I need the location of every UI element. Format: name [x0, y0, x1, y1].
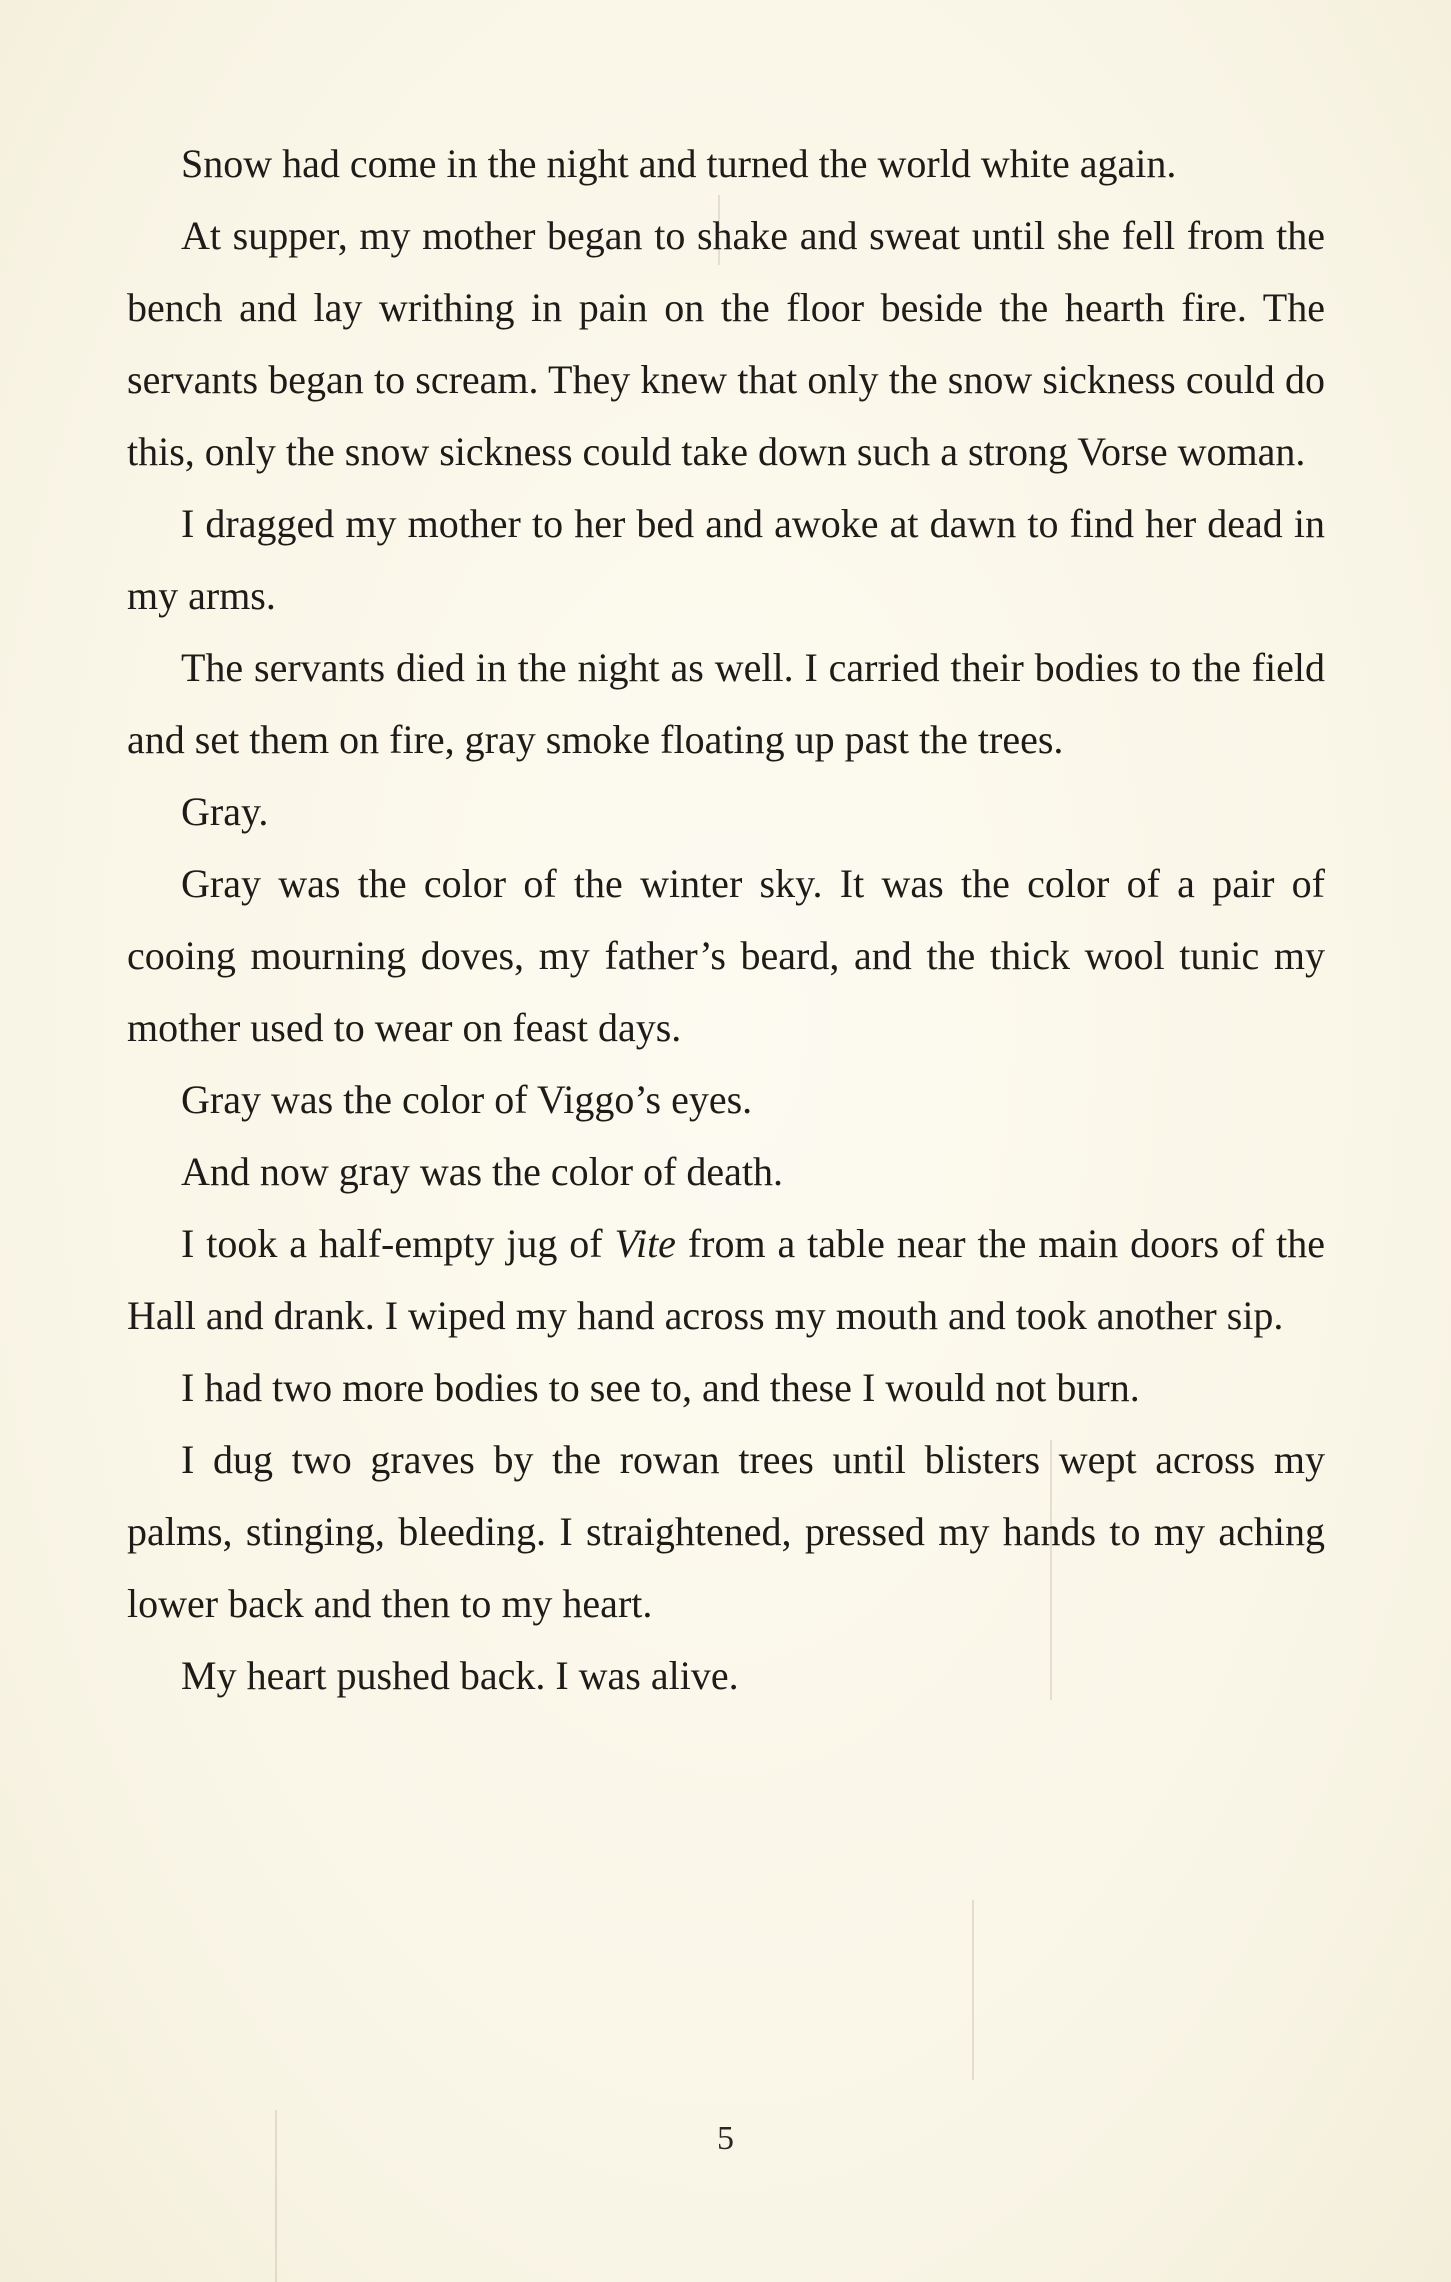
paragraph: Gray. [181, 789, 269, 834]
paragraph: I dug two graves by the rowan trees until blisters wept across my palms, stinging, bleeding. I straightened, pressed my hands to my aching lower back and then to my heart. [127, 1437, 1325, 1626]
paragraph-vite [127, 1208, 1325, 1352]
paragraph: Snow had come in the night and turned the world white again. [181, 141, 1177, 186]
page-number: 5 [717, 2120, 734, 2157]
paragraph: I dragged my mother to her bed and awoke at dawn to find her dead in my arms. [127, 501, 1325, 618]
vite-italic-word: Vite [614, 1221, 676, 1266]
body-text [127, 128, 1325, 1712]
scan-artifact-line [972, 1900, 974, 2080]
vite-text-after: from a table near the main doors of the Hall and drank. I wiped my hand across my mouth and took another sip. [127, 1221, 1325, 1338]
paragraph: Gray was the color of Viggo’s eyes. [181, 1077, 753, 1122]
paragraph: My heart pushed back. I was alive. [181, 1653, 739, 1698]
vite-text-before: I took a half-empty jug of [181, 1221, 615, 1266]
paragraph: Gray was the color of the winter sky. It was the color of a pair of cooing mourning doves, my father’s beard, and the thick wool tunic my mother used to wear on feast days. [127, 861, 1325, 1050]
paragraph: And now gray was the color of death. [181, 1149, 784, 1194]
paragraph: I had two more bodies to see to, and these I would not burn. [181, 1365, 1140, 1410]
paragraph: The servants died in the night as well. I carried their bodies to the field and set them on fire, gray smoke floating up past the trees. [127, 645, 1325, 762]
paragraph: At supper, my mother began to shake and sweat until she fell from the bench and lay writhing in pain on the floor beside the hearth fire. The servants began to scream. They knew that only the snow sickness could do this, only the snow sickness could take down such a strong Vorse woman. [127, 213, 1325, 474]
